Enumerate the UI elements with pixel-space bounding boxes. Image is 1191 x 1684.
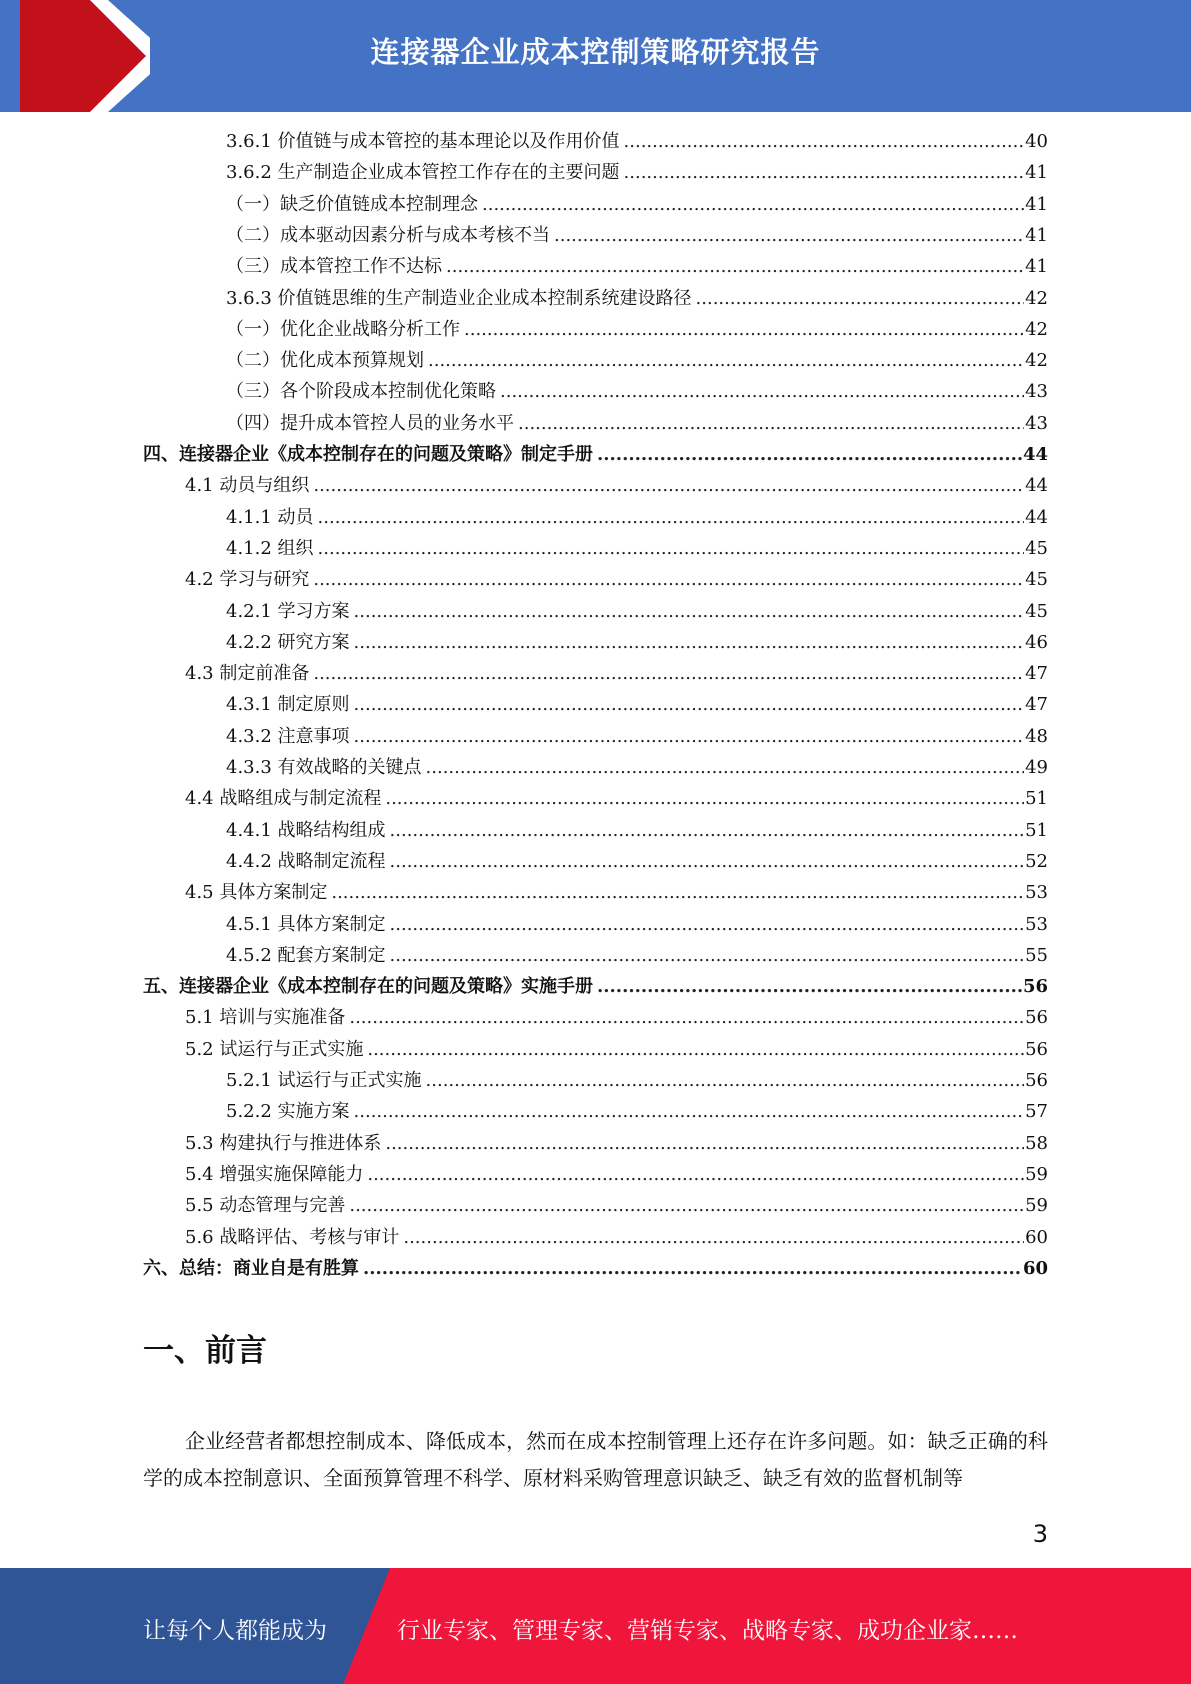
page-footer bbox=[0, 1568, 1191, 1684]
toc-entry[interactable] bbox=[185, 565, 1048, 596]
toc-leader-dots bbox=[331, 882, 1024, 903]
toc-leader-dots bbox=[367, 1164, 1024, 1185]
toc-entry-page: 43 bbox=[1025, 413, 1048, 434]
toc-leader-dots bbox=[624, 162, 1025, 183]
toc-entry-label: 3.6.2 生产制造企业成本管控工作存在的主要问题 bbox=[226, 162, 620, 183]
toc-entry-label: 4.1 动员与组织 bbox=[185, 475, 310, 496]
toc-entry[interactable] bbox=[226, 315, 1048, 346]
toc-entry-label: 5.6 战略评估、考核与审计 bbox=[185, 1227, 400, 1248]
toc-leader-dots bbox=[354, 694, 1025, 715]
toc-entry-page: 56 bbox=[1025, 1070, 1048, 1091]
toc-leader-dots bbox=[426, 1070, 1025, 1091]
toc-entry-label: 5.2 试运行与正式实施 bbox=[185, 1039, 364, 1060]
toc-entry-label: 3.6.1 价值链与成本管控的基本理论以及作用价值 bbox=[226, 131, 620, 152]
toc-entry-label: 五、连接器企业《成本控制存在的问题及策略》实施手册 bbox=[143, 976, 593, 997]
toc-leader-dots bbox=[313, 475, 1024, 496]
toc-entry-label: （一）缺乏价值链成本控制理念 bbox=[226, 194, 478, 215]
toc-entry[interactable] bbox=[226, 221, 1048, 252]
toc-entry[interactable] bbox=[185, 784, 1048, 815]
toc-entry-label: 4.1.1 动员 bbox=[226, 507, 314, 528]
toc-entry-page: 49 bbox=[1025, 757, 1048, 778]
toc-entry[interactable] bbox=[226, 690, 1048, 721]
toc-entry-label: 4.5 具体方案制定 bbox=[185, 882, 328, 903]
page-header bbox=[0, 0, 1191, 112]
toc-entry-page: 42 bbox=[1025, 319, 1048, 340]
toc-leader-dots bbox=[367, 1039, 1024, 1060]
toc-entry-page: 44 bbox=[1025, 507, 1048, 528]
toc-leader-dots bbox=[385, 1133, 1024, 1154]
toc-entry[interactable] bbox=[226, 941, 1048, 972]
footer-slogan-right: 行业专家、管理专家、营销专家、战略专家、成功企业家…… bbox=[397, 1618, 1018, 1644]
toc-entry-label: （二）优化成本预算规划 bbox=[226, 350, 424, 371]
toc-entry-page: 47 bbox=[1025, 663, 1048, 684]
toc-entry-page: 57 bbox=[1025, 1101, 1048, 1122]
toc-entry-page: 41 bbox=[1025, 194, 1048, 215]
toc-entry-page: 56 bbox=[1025, 1039, 1048, 1060]
toc-entry-label: 4.3.1 制定原则 bbox=[226, 694, 350, 715]
toc-entry-label: 4.3 制定前准备 bbox=[185, 663, 310, 684]
toc-entry-label: 4.2.1 学习方案 bbox=[226, 601, 350, 622]
toc-entry-label: 3.6.3 价值链思维的生产制造业企业成本控制系统建设路径 bbox=[226, 288, 692, 309]
toc-entry[interactable] bbox=[226, 534, 1048, 565]
toc-entry-label: （三）成本管控工作不达标 bbox=[226, 256, 442, 277]
toc-leader-dots bbox=[318, 507, 1025, 528]
toc-entry-page: 45 bbox=[1025, 569, 1048, 590]
toc-entry-page: 56 bbox=[1025, 1007, 1048, 1028]
toc-entry-page: 48 bbox=[1025, 726, 1048, 747]
toc-entry-label: 四、连接器企业《成本控制存在的问题及策略》制定手册 bbox=[143, 444, 593, 465]
toc-entry[interactable] bbox=[143, 440, 1048, 471]
toc-entry[interactable] bbox=[143, 1254, 1048, 1285]
footer-slogan-left: 让每个人都能成为 bbox=[143, 1618, 327, 1644]
toc-entry-label: 4.4.2 战略制定流程 bbox=[226, 851, 386, 872]
toc-entry-page: 44 bbox=[1022, 444, 1048, 465]
toc-leader-dots bbox=[428, 350, 1024, 371]
toc-entry[interactable] bbox=[185, 659, 1048, 690]
toc-entry-page: 41 bbox=[1025, 225, 1048, 246]
toc-entry-label: 5.4 增强实施保障能力 bbox=[185, 1164, 364, 1185]
toc-leader-dots bbox=[318, 538, 1025, 559]
toc-entry[interactable] bbox=[226, 847, 1048, 878]
toc-leader-dots bbox=[464, 319, 1024, 340]
toc-entry-label: 4.1.2 组织 bbox=[226, 538, 314, 559]
toc-entry-page: 42 bbox=[1025, 288, 1048, 309]
toc-leader-dots bbox=[446, 256, 1024, 277]
toc-leader-dots bbox=[349, 1007, 1024, 1028]
toc-leader-dots bbox=[313, 569, 1024, 590]
toc-entry-page: 40 bbox=[1025, 131, 1048, 152]
toc-entry-label: 4.3.3 有效战略的关键点 bbox=[226, 757, 422, 778]
toc-leader-dots bbox=[500, 381, 1024, 402]
toc-entry[interactable] bbox=[226, 346, 1048, 377]
toc-entry[interactable] bbox=[185, 1223, 1048, 1254]
toc-entry-page: 41 bbox=[1025, 162, 1048, 183]
toc-entry[interactable] bbox=[226, 1097, 1048, 1128]
toc-leader-dots bbox=[426, 757, 1025, 778]
toc-leader-dots bbox=[354, 726, 1025, 747]
toc-entry[interactable] bbox=[226, 722, 1048, 753]
toc-entry[interactable] bbox=[226, 503, 1048, 534]
toc-entry-page: 51 bbox=[1025, 820, 1048, 841]
toc-entry[interactable] bbox=[185, 1160, 1048, 1191]
toc-entry-label: 4.4 战略组成与制定流程 bbox=[185, 788, 382, 809]
toc-entry-page: 51 bbox=[1025, 788, 1048, 809]
toc-entry[interactable] bbox=[185, 1191, 1048, 1222]
toc-entry[interactable] bbox=[185, 1035, 1048, 1066]
toc-entry-page: 59 bbox=[1025, 1164, 1048, 1185]
toc-leader-dots bbox=[390, 914, 1025, 935]
toc-entry[interactable] bbox=[226, 127, 1048, 158]
toc-entry[interactable] bbox=[226, 284, 1048, 315]
toc-leader-dots bbox=[482, 194, 1024, 215]
toc-entry[interactable] bbox=[226, 628, 1048, 659]
toc-leader-dots bbox=[390, 820, 1025, 841]
toc-entry-label: 5.2.1 试运行与正式实施 bbox=[226, 1070, 422, 1091]
toc-entry[interactable] bbox=[226, 190, 1048, 221]
toc-entry-page: 52 bbox=[1025, 851, 1048, 872]
toc-entry-label: 4.2.2 研究方案 bbox=[226, 632, 350, 653]
toc-entry-page: 46 bbox=[1025, 632, 1048, 653]
toc-leader-dots bbox=[518, 413, 1024, 434]
toc-leader-dots bbox=[354, 1101, 1025, 1122]
toc-entry-page: 60 bbox=[1025, 1227, 1048, 1248]
toc-entry[interactable] bbox=[226, 753, 1048, 784]
toc-entry-page: 42 bbox=[1025, 350, 1048, 371]
toc-entry-label: （一）优化企业战略分析工作 bbox=[226, 319, 460, 340]
toc-entry[interactable] bbox=[226, 597, 1048, 628]
toc-leader-dots bbox=[363, 1258, 1022, 1279]
toc-entry-label: 5.3 构建执行与推进体系 bbox=[185, 1133, 382, 1154]
toc-entry-page: 45 bbox=[1025, 538, 1048, 559]
toc-entry-page: 60 bbox=[1022, 1258, 1048, 1279]
toc-entry[interactable] bbox=[185, 1003, 1048, 1034]
toc-entry-page: 43 bbox=[1025, 381, 1048, 402]
toc-entry-label: 4.4.1 战略结构组成 bbox=[226, 820, 386, 841]
section-heading: 一、前言 bbox=[143, 1333, 267, 1369]
toc-entry[interactable] bbox=[185, 471, 1048, 502]
toc-leader-dots bbox=[554, 225, 1024, 246]
page-number: 3 bbox=[1032, 1520, 1048, 1548]
toc-entry-page: 41 bbox=[1025, 256, 1048, 277]
toc-entry-label: （三）各个阶段成本控制优化策略 bbox=[226, 381, 496, 402]
toc-entry-page: 55 bbox=[1025, 945, 1048, 966]
toc-entry-label: 4.3.2 注意事项 bbox=[226, 726, 350, 747]
toc-leader-dots bbox=[385, 788, 1024, 809]
toc-entry[interactable] bbox=[185, 1129, 1048, 1160]
toc-leader-dots bbox=[354, 601, 1025, 622]
toc-leader-dots bbox=[349, 1195, 1024, 1216]
toc-entry-label: 4.5.1 具体方案制定 bbox=[226, 914, 386, 935]
toc-entry-page: 56 bbox=[1022, 976, 1048, 997]
toc-entry-label: （二）成本驱动因素分析与成本考核不当 bbox=[226, 225, 550, 246]
toc-entry[interactable] bbox=[143, 972, 1048, 1003]
toc-leader-dots bbox=[597, 976, 1022, 997]
toc-entry-page: 53 bbox=[1025, 914, 1048, 935]
toc-leader-dots bbox=[390, 851, 1025, 872]
body-paragraph: 企业经营者都想控制成本、降低成本，然而在成本控制管理上还存在许多问题。如：缺乏正确的科学的成本控制意识、全面预算管理不科学、原材料采购管理意识缺乏、缺乏有效的监督机制等 bbox=[143, 1429, 1048, 1490]
toc-leader-dots bbox=[624, 131, 1025, 152]
document-title: 连接器企业成本控制策略研究报告 bbox=[370, 35, 821, 69]
toc-entry-page: 53 bbox=[1025, 882, 1048, 903]
toc-entry[interactable] bbox=[226, 1066, 1048, 1097]
toc-entry-label: 5.2.2 实施方案 bbox=[226, 1101, 350, 1122]
toc-entry-label: 5.5 动态管理与完善 bbox=[185, 1195, 346, 1216]
toc-entry-page: 44 bbox=[1025, 475, 1048, 496]
toc-leader-dots bbox=[403, 1227, 1024, 1248]
toc-entry-page: 45 bbox=[1025, 601, 1048, 622]
toc-entry-page: 47 bbox=[1025, 694, 1048, 715]
toc-entry-label: 5.1 培训与实施准备 bbox=[185, 1007, 346, 1028]
toc-leader-dots bbox=[390, 945, 1025, 966]
toc-entry[interactable] bbox=[226, 158, 1048, 189]
toc-entry[interactable] bbox=[226, 910, 1048, 941]
toc-entry-label: 4.5.2 配套方案制定 bbox=[226, 945, 386, 966]
toc-entry[interactable] bbox=[226, 816, 1048, 847]
toc-entry[interactable] bbox=[226, 409, 1048, 440]
toc-leader-dots bbox=[597, 444, 1022, 465]
toc-leader-dots bbox=[696, 288, 1025, 309]
toc-entry[interactable] bbox=[226, 377, 1048, 408]
toc-entry-page: 59 bbox=[1025, 1195, 1048, 1216]
toc-entry[interactable] bbox=[185, 878, 1048, 909]
toc-entry-label: 4.2 学习与研究 bbox=[185, 569, 310, 590]
toc-entry-page: 58 bbox=[1025, 1133, 1048, 1154]
toc-entry[interactable] bbox=[226, 252, 1048, 283]
toc-entry-label: （四）提升成本管控人员的业务水平 bbox=[226, 413, 514, 434]
toc-leader-dots bbox=[354, 632, 1025, 653]
toc-leader-dots bbox=[313, 663, 1024, 684]
toc-entry-label: 六、总结：商业自是有胜算 bbox=[143, 1258, 359, 1279]
